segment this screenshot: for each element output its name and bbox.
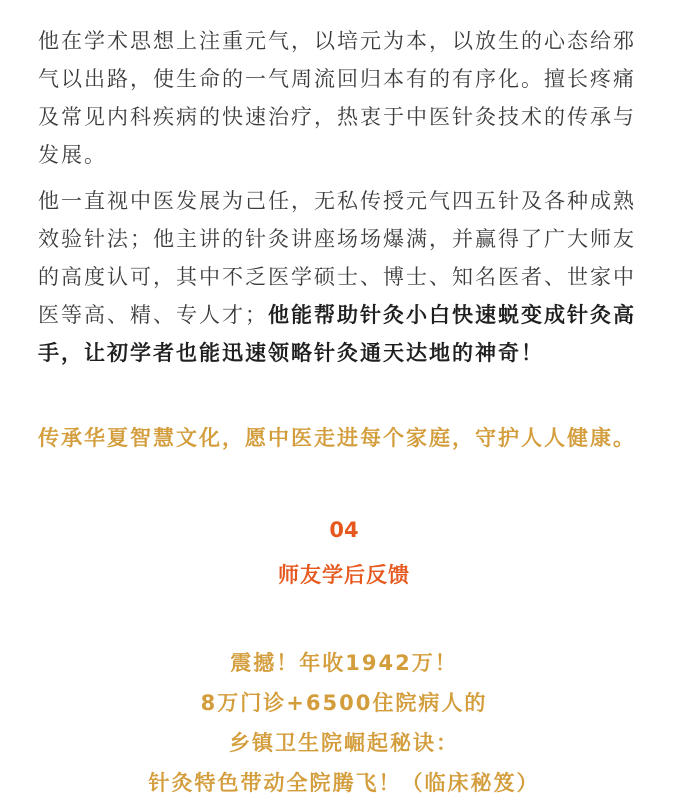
intro-paragraph-2-bold: 他能帮助针灸小白快速蜕变成针灸高手，让初学者也能迅速领略针灸通天达地的神奇！: [38, 303, 636, 365]
intro-paragraph-2: [38, 182, 650, 372]
section-title: 师友学后反馈: [278, 563, 410, 587]
highlight-line-2: 8万门诊+6500住院病人的: [200, 691, 488, 715]
intro-paragraph-1: 他在学术思想上注重元气，以培元为本，以放生的心态给邪气以出路，使生命的一气周流回归本有的有序化。擅长疼痛及常见内科疾病的快速治疗，热衷于中医针灸技术的传承与发展。: [38, 29, 636, 167]
intro-paragraph-2-text: 他一直视中医发展为己任，无私传授元气四五针及各种成熟效验针法；他主讲的针灸讲座场场爆满，并赢得了广大师友的高度认可，其中不乏医学硕士、博士、知名医者、世家中医等高、精、专人才；: [38, 189, 636, 327]
slogan-text: 传承华夏智慧文化，愿中医走进每个家庭，守护人人健康。: [38, 426, 636, 450]
highlight-line-4[interactable]: 针灸特色带动全院腾飞！（临床秘笈）: [148, 771, 540, 795]
highlight-line-1: 震撼！年收1942万！: [230, 651, 458, 675]
section-number: 04: [329, 518, 359, 542]
highlight-line-3: 乡镇卫生院崛起秘诀：: [229, 731, 459, 755]
